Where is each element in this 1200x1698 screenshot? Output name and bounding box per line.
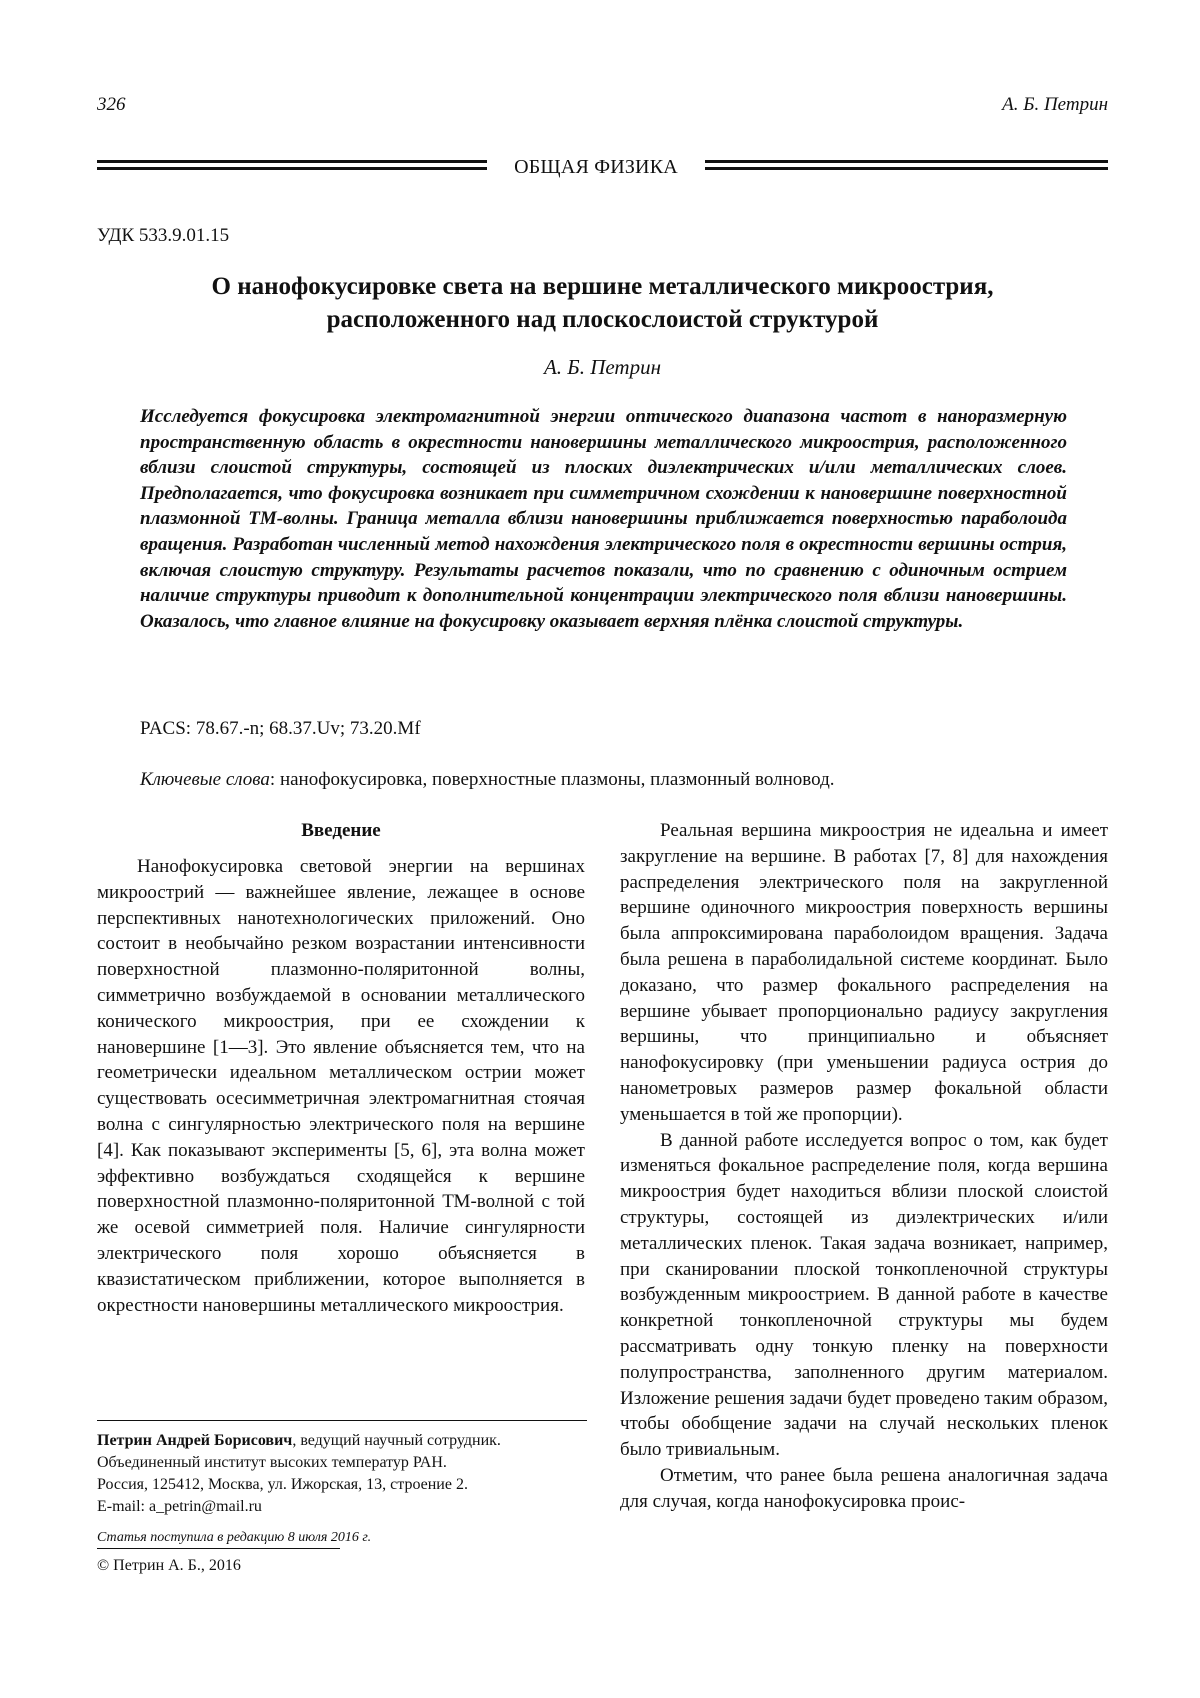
footnote-institute: Объединенный институт высоких температур РАН. bbox=[97, 1454, 447, 1471]
body-paragraph-2: Реальная вершина микроострия не идеальна и имеет закругление на вершине. В работах [7, 8] для нахождения распределения электрического поля на закругленной вершине одиночного микроострия поверхность вершины была аппроксимирована параболоидом вращения. Задача была решена в параболидальной системе координат. Было доказано, что размер фокального распределения на вершине убывает пропорционально радиусу закругления вершины, что принципиально и объясняет нанофокусировку (при уменьшении радиуса острия до нанометровых размеров размер фокальной области уменьшается в той же пропорции). bbox=[620, 820, 1108, 1125]
article-title-line-1: О нанофокусировке света на вершине металлического микроострия, bbox=[211, 273, 994, 300]
body-paragraph-3: В данной работе исследуется вопрос о том, как будет изменяться фокальное распределение поля, когда вершина микроострия будет находиться вблизи плоской слоистой структуры, состоящей из диэлектрических и/или металлических пленок. Такая задача возникает, например, при сканировании плоской тонкопленочной структуры возбужденным микроострием. В данной работе в качестве конкретной тонкопленочной структуры мы будем рассматривать одну тонкую пленку на поверхности полупространства, заполненного другим материалом. Изложение решения задачи будет проведено таким образом, чтобы обобщение задачи на случай нескольких пленок было тривиальным. bbox=[620, 1129, 1108, 1461]
author-byline: А. Б. Петрин bbox=[543, 355, 661, 379]
intro-heading: Введение bbox=[301, 820, 381, 841]
page-number: 326 bbox=[97, 94, 126, 115]
copyright-notice: © Петрин А. Б., 2016 bbox=[97, 1557, 241, 1574]
pacs-codes: PACS: 78.67.-n; 68.37.Uv; 73.20.Mf bbox=[140, 718, 421, 739]
body-column-right bbox=[620, 818, 1108, 1515]
keywords-label: Ключевые слова bbox=[140, 769, 270, 790]
footnote-author-position: , ведущий научный сотрудник. bbox=[292, 1432, 501, 1449]
footnote-email: E-mail: a_petrin@mail.ru bbox=[97, 1498, 262, 1515]
article-title-line-2: расположенного над плоскослоистой структурой bbox=[326, 306, 879, 333]
abstract: Исследуется фокусировка электромагнитной энергии оптического диапазона частот в наноразмерную пространственную область в окрестности нановершины металлического микроострия, расположенного вблизи слоистой структуры, состоящей из плоских диэлектрических и/или металлических слоев. Предполагается, что фокусировка возникает при симметричном схождении к нановершине поверхностной плазмонной ТМ-волны. Граница металла вблизи нановершины приближается поверхностью параболоида вращения. Разработан численный метод нахождения электрического поля в окрестности вершины острия, включая слоистую структуру. Результаты расчетов показали, что по сравнению с одиночным острием наличие структуры приводит к дополнительной концентрации электрического поля вблизи нановершины. Оказалось, что главное влияние на фокусировку оказывает верхняя плёнка слоистой структуры. bbox=[140, 406, 1067, 632]
running-head-author: А. Б. Петрин bbox=[1002, 94, 1108, 115]
body-column-left bbox=[97, 818, 585, 1318]
keywords bbox=[140, 768, 835, 792]
intro-paragraph-1: Нанофокусировка световой энергии на вершинах микроострий — важнейшее явление, лежащее в основе перспективных нанотехнологических приложений. Оно состоит в необычайно резком возрастании интенсивности поверхностной плазмонно-поляритонной волны, симметрично возбуждаемой в основании металлического конического микроострия, при ее схождении к нановершине [1—3]. Это явление объясняется тем, что на геометрически идеальном металлическом острии может существовать осесимметричная электромагнитная стоячая волна с сингулярностью электрического поля на вершине [4]. Как показывают эксперименты [5, 6], эта волна может эффективно возбуждаться сходящейся к вершине поверхностной плазмонно-поляритонной ТМ-волной с той же осевой симметрией поля. Наличие сингулярности электрического поля хорошо объясняется в квазистатическом приближении, которое выполняется в окрестности нановершины металлического микроострия. bbox=[97, 856, 585, 1316]
footnote-rule bbox=[97, 1420, 587, 1421]
section-rule-right bbox=[705, 160, 1108, 172]
body-paragraph-4: Отметим, что ранее была решена аналогичная задача для случая, когда нанофокусировка проис- bbox=[620, 1464, 1108, 1512]
received-rule bbox=[97, 1548, 340, 1549]
keywords-text: : нанофокусировка, поверхностные плазмоны, плазмонный волновод. bbox=[269, 769, 835, 790]
author-footnote bbox=[97, 1430, 597, 1518]
footnote-author-name: Петрин Андрей Борисович bbox=[97, 1432, 293, 1449]
section-rule-left bbox=[97, 160, 487, 172]
section-title: ОБЩАЯ ФИЗИКА bbox=[514, 156, 678, 178]
footnote-address: Россия, 125412, Москва, ул. Ижорская, 13, строение 2. bbox=[97, 1476, 468, 1493]
udk-code: УДК 533.9.01.15 bbox=[97, 225, 230, 246]
article-title bbox=[97, 270, 1108, 336]
received-date: Статья поступила в редакцию 8 июля 2016 г. bbox=[97, 1530, 372, 1545]
